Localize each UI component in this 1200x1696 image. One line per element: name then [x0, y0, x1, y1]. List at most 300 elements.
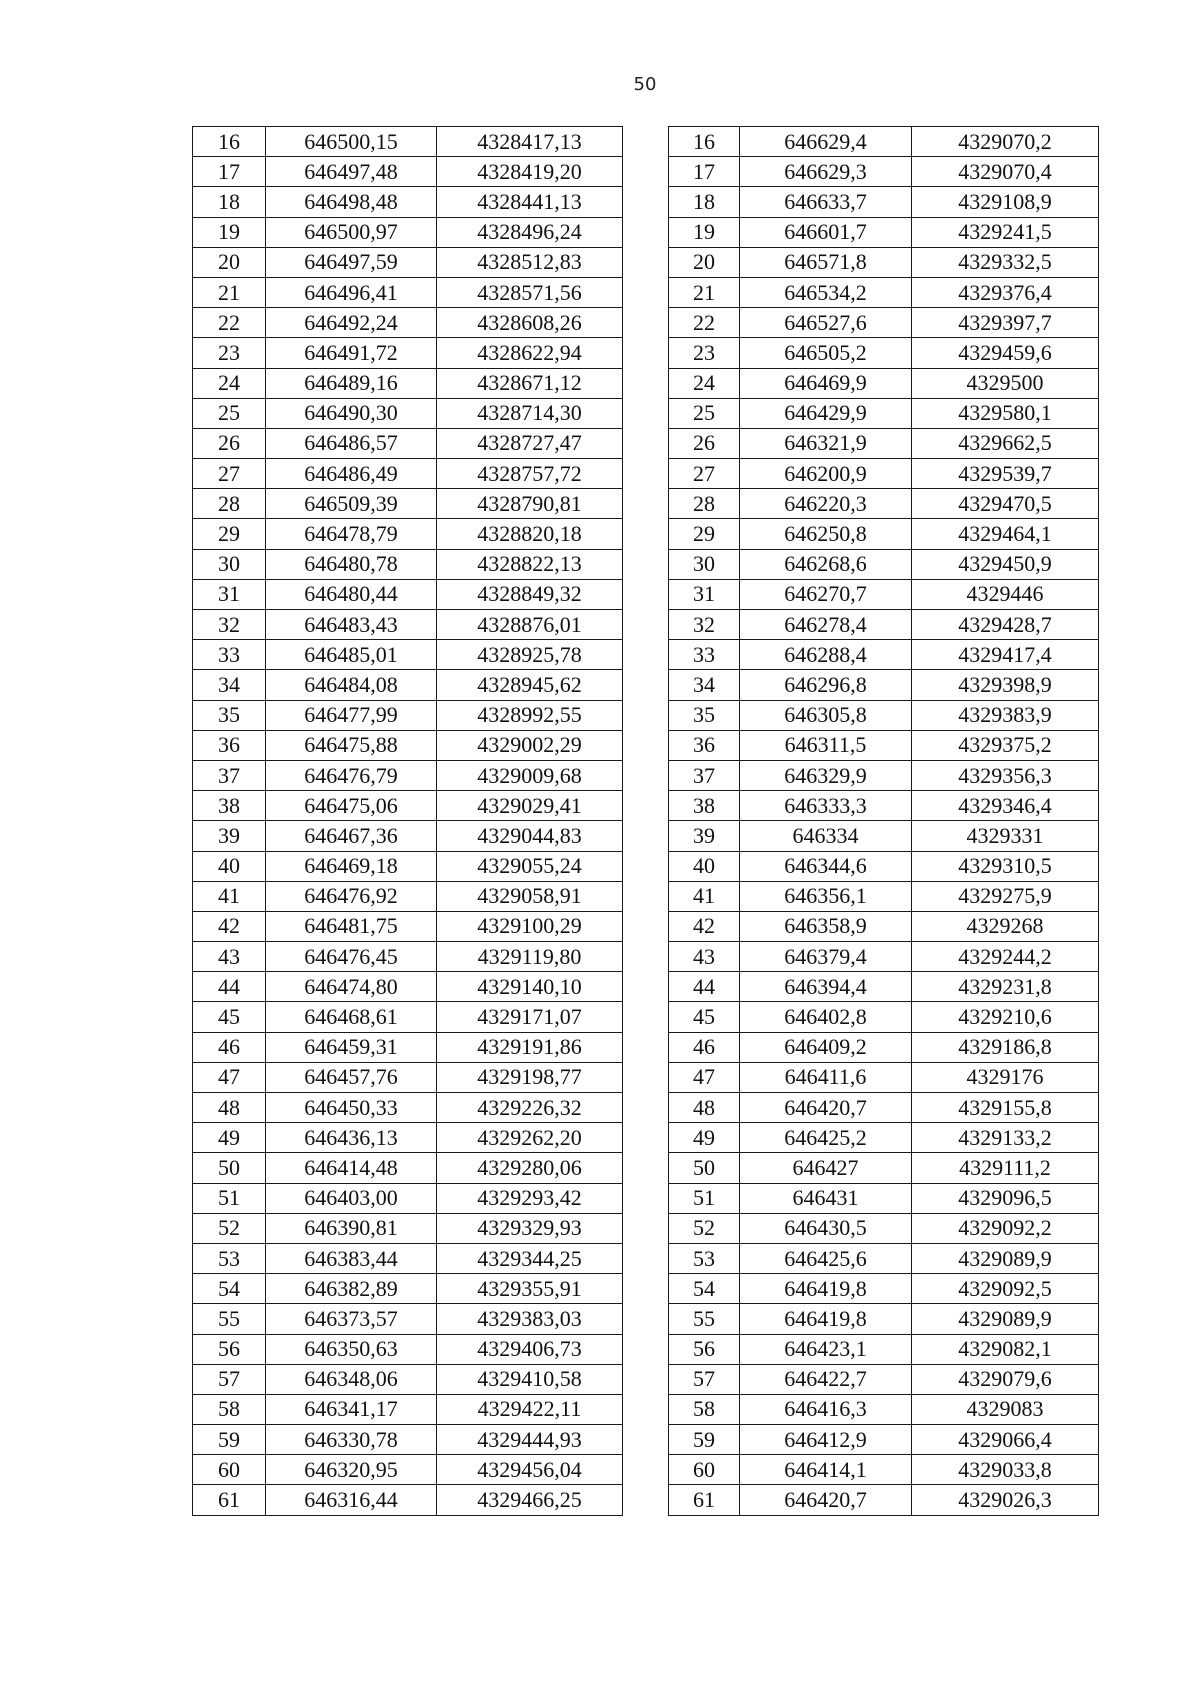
y-coordinate-cell: 4329268: [912, 911, 1099, 941]
x-coordinate-cell: 646316,44: [266, 1485, 437, 1515]
x-coordinate-cell: 646420,7: [740, 1093, 912, 1123]
y-coordinate-cell: 4329108,9: [912, 187, 1099, 217]
point-number-cell: 34: [193, 670, 266, 700]
x-coordinate-cell: 646411,6: [740, 1062, 912, 1092]
y-coordinate-cell: 4329226,32: [437, 1093, 623, 1123]
point-number-cell: 58: [669, 1394, 740, 1424]
y-coordinate-cell: 4329231,8: [912, 972, 1099, 1002]
table-row: [193, 277, 623, 307]
x-coordinate-cell: 646373,57: [266, 1304, 437, 1334]
y-coordinate-cell: 4329198,77: [437, 1062, 623, 1092]
table-row: [669, 1364, 1099, 1394]
point-number-cell: 43: [193, 942, 266, 972]
table-row: [669, 428, 1099, 458]
point-number-cell: 18: [669, 187, 740, 217]
x-coordinate-cell: 646476,92: [266, 881, 437, 911]
x-coordinate-cell: 646475,88: [266, 730, 437, 760]
table-row: [193, 1002, 623, 1032]
table-row: [669, 308, 1099, 338]
point-number-cell: 36: [193, 730, 266, 760]
y-coordinate-cell: 4329029,41: [437, 791, 623, 821]
point-number-cell: 47: [669, 1062, 740, 1092]
x-coordinate-cell: 646431: [740, 1183, 912, 1213]
x-coordinate-cell: 646220,3: [740, 489, 912, 519]
table-row: [669, 791, 1099, 821]
y-coordinate-cell: 4328849,32: [437, 579, 623, 609]
y-coordinate-cell: 4329446: [912, 579, 1099, 609]
point-number-cell: 32: [669, 610, 740, 640]
table-row: [193, 972, 623, 1002]
y-coordinate-cell: 4329191,86: [437, 1032, 623, 1062]
x-coordinate-cell: 646436,13: [266, 1123, 437, 1153]
x-coordinate-cell: 646486,57: [266, 428, 437, 458]
y-coordinate-cell: 4329066,4: [912, 1425, 1099, 1455]
point-number-cell: 27: [669, 459, 740, 489]
y-coordinate-cell: 4328925,78: [437, 640, 623, 670]
y-coordinate-cell: 4329346,4: [912, 791, 1099, 821]
y-coordinate-cell: 4329133,2: [912, 1123, 1099, 1153]
point-number-cell: 26: [193, 428, 266, 458]
x-coordinate-cell: 646480,78: [266, 549, 437, 579]
table-row: [669, 247, 1099, 277]
point-number-cell: 16: [669, 127, 740, 157]
table-row: [193, 670, 623, 700]
point-number-cell: 37: [669, 760, 740, 790]
table-row: [669, 1093, 1099, 1123]
point-number-cell: 55: [669, 1304, 740, 1334]
y-coordinate-cell: 4329140,10: [437, 972, 623, 1002]
table-row: [193, 459, 623, 489]
y-coordinate-cell: 4329186,8: [912, 1032, 1099, 1062]
point-number-cell: 26: [669, 428, 740, 458]
y-coordinate-cell: 4329082,1: [912, 1334, 1099, 1364]
y-coordinate-cell: 4329398,9: [912, 670, 1099, 700]
point-number-cell: 22: [193, 308, 266, 338]
y-coordinate-cell: 4329100,29: [437, 911, 623, 941]
x-coordinate-cell: 646394,4: [740, 972, 912, 1002]
y-coordinate-cell: 4329470,5: [912, 489, 1099, 519]
table-row: [193, 881, 623, 911]
table-row: [193, 791, 623, 821]
point-number-cell: 39: [193, 821, 266, 851]
point-number-cell: 35: [669, 700, 740, 730]
table-row: [669, 1394, 1099, 1424]
point-number-cell: 30: [669, 549, 740, 579]
x-coordinate-cell: 646629,4: [740, 127, 912, 157]
x-coordinate-cell: 646633,7: [740, 187, 912, 217]
table-row: [669, 851, 1099, 881]
table-row: [193, 338, 623, 368]
table-row: [669, 187, 1099, 217]
table-row: [669, 1213, 1099, 1243]
y-coordinate-cell: 4329406,73: [437, 1334, 623, 1364]
x-coordinate-cell: 646450,33: [266, 1093, 437, 1123]
point-number-cell: 53: [669, 1243, 740, 1273]
y-coordinate-cell: 4329580,1: [912, 398, 1099, 428]
point-number-cell: 59: [669, 1425, 740, 1455]
point-number-cell: 16: [193, 127, 266, 157]
x-coordinate-cell: 646500,97: [266, 217, 437, 247]
x-coordinate-cell: 646497,48: [266, 157, 437, 187]
table-row: [193, 1183, 623, 1213]
table-row: [193, 640, 623, 670]
right-coordinates-table: [668, 126, 1099, 1516]
point-number-cell: 41: [193, 881, 266, 911]
x-coordinate-cell: 646496,41: [266, 277, 437, 307]
right-table-body: [669, 127, 1099, 1516]
point-number-cell: 38: [669, 791, 740, 821]
point-number-cell: 23: [193, 338, 266, 368]
y-coordinate-cell: 4329083: [912, 1394, 1099, 1424]
y-coordinate-cell: 4328727,47: [437, 428, 623, 458]
table-row: [193, 821, 623, 851]
x-coordinate-cell: 646474,80: [266, 972, 437, 1002]
table-row: [193, 1304, 623, 1334]
x-coordinate-cell: 646476,79: [266, 760, 437, 790]
left-coordinates-table: [192, 126, 623, 1516]
point-number-cell: 57: [193, 1364, 266, 1394]
table-row: [669, 700, 1099, 730]
point-number-cell: 60: [669, 1455, 740, 1485]
table-row: [669, 368, 1099, 398]
x-coordinate-cell: 646629,3: [740, 157, 912, 187]
y-coordinate-cell: 4329383,03: [437, 1304, 623, 1334]
point-number-cell: 53: [193, 1243, 266, 1273]
table-row: [669, 1153, 1099, 1183]
x-coordinate-cell: 646268,6: [740, 549, 912, 579]
table-row: [193, 610, 623, 640]
y-coordinate-cell: 4329033,8: [912, 1455, 1099, 1485]
x-coordinate-cell: 646311,5: [740, 730, 912, 760]
x-coordinate-cell: 646416,3: [740, 1394, 912, 1424]
point-number-cell: 30: [193, 549, 266, 579]
y-coordinate-cell: 4329331: [912, 821, 1099, 851]
x-coordinate-cell: 646480,44: [266, 579, 437, 609]
point-number-cell: 56: [669, 1334, 740, 1364]
point-number-cell: 29: [669, 519, 740, 549]
y-coordinate-cell: 4329662,5: [912, 428, 1099, 458]
table-row: [193, 579, 623, 609]
table-row: [669, 610, 1099, 640]
table-row: [193, 1334, 623, 1364]
point-number-cell: 61: [193, 1485, 266, 1515]
table-row: [669, 217, 1099, 247]
y-coordinate-cell: 4328876,01: [437, 610, 623, 640]
point-number-cell: 19: [669, 217, 740, 247]
point-number-cell: 28: [193, 489, 266, 519]
point-number-cell: 44: [669, 972, 740, 1002]
point-number-cell: 57: [669, 1364, 740, 1394]
table-row: [669, 640, 1099, 670]
x-coordinate-cell: 646571,8: [740, 247, 912, 277]
table-row: [669, 972, 1099, 1002]
point-number-cell: 24: [669, 368, 740, 398]
table-row: [193, 1425, 623, 1455]
y-coordinate-cell: 4328945,62: [437, 670, 623, 700]
point-number-cell: 39: [669, 821, 740, 851]
table-row: [193, 489, 623, 519]
x-coordinate-cell: 646477,99: [266, 700, 437, 730]
x-coordinate-cell: 646334: [740, 821, 912, 851]
y-coordinate-cell: 4329397,7: [912, 308, 1099, 338]
point-number-cell: 50: [669, 1153, 740, 1183]
point-number-cell: 31: [669, 579, 740, 609]
y-coordinate-cell: 4328419,20: [437, 157, 623, 187]
point-number-cell: 19: [193, 217, 266, 247]
point-number-cell: 40: [193, 851, 266, 881]
x-coordinate-cell: 646305,8: [740, 700, 912, 730]
point-number-cell: 51: [193, 1183, 266, 1213]
point-number-cell: 32: [193, 610, 266, 640]
y-coordinate-cell: 4328417,13: [437, 127, 623, 157]
table-row: [193, 1123, 623, 1153]
point-number-cell: 17: [669, 157, 740, 187]
table-row: [193, 1485, 623, 1515]
x-coordinate-cell: 646459,31: [266, 1032, 437, 1062]
x-coordinate-cell: 646390,81: [266, 1213, 437, 1243]
x-coordinate-cell: 646419,8: [740, 1274, 912, 1304]
y-coordinate-cell: 4328512,83: [437, 247, 623, 277]
x-coordinate-cell: 646467,36: [266, 821, 437, 851]
point-number-cell: 20: [669, 247, 740, 277]
point-number-cell: 44: [193, 972, 266, 1002]
y-coordinate-cell: 4329280,06: [437, 1153, 623, 1183]
x-coordinate-cell: 646383,44: [266, 1243, 437, 1273]
x-coordinate-cell: 646288,4: [740, 640, 912, 670]
table-row: [669, 1304, 1099, 1334]
x-coordinate-cell: 646484,08: [266, 670, 437, 700]
y-coordinate-cell: 4329444,93: [437, 1425, 623, 1455]
y-coordinate-cell: 4329089,9: [912, 1304, 1099, 1334]
y-coordinate-cell: 4328608,26: [437, 308, 623, 338]
point-number-cell: 25: [193, 398, 266, 428]
table-row: [193, 700, 623, 730]
y-coordinate-cell: 4328571,56: [437, 277, 623, 307]
y-coordinate-cell: 4329244,2: [912, 942, 1099, 972]
y-coordinate-cell: 4329422,11: [437, 1394, 623, 1424]
table-row: [193, 1394, 623, 1424]
point-number-cell: 42: [669, 911, 740, 941]
point-number-cell: 58: [193, 1394, 266, 1424]
x-coordinate-cell: 646489,16: [266, 368, 437, 398]
table-row: [669, 730, 1099, 760]
table-row: [193, 247, 623, 277]
table-row: [669, 1032, 1099, 1062]
point-number-cell: 18: [193, 187, 266, 217]
point-number-cell: 36: [669, 730, 740, 760]
point-number-cell: 28: [669, 489, 740, 519]
x-coordinate-cell: 646356,1: [740, 881, 912, 911]
y-coordinate-cell: 4328441,13: [437, 187, 623, 217]
table-row: [669, 157, 1099, 187]
table-row: [669, 398, 1099, 428]
x-coordinate-cell: 646601,7: [740, 217, 912, 247]
point-number-cell: 45: [193, 1002, 266, 1032]
x-coordinate-cell: 646500,15: [266, 127, 437, 157]
x-coordinate-cell: 646382,89: [266, 1274, 437, 1304]
table-row: [669, 1425, 1099, 1455]
point-number-cell: 47: [193, 1062, 266, 1092]
x-coordinate-cell: 646498,48: [266, 187, 437, 217]
table-row: [669, 549, 1099, 579]
table-row: [193, 1243, 623, 1273]
table-row: [193, 187, 623, 217]
table-row: [193, 1062, 623, 1092]
table-row: [669, 127, 1099, 157]
x-coordinate-cell: 646491,72: [266, 338, 437, 368]
table-row: [669, 338, 1099, 368]
table-row: [669, 1334, 1099, 1364]
point-number-cell: 31: [193, 579, 266, 609]
y-coordinate-cell: 4329332,5: [912, 247, 1099, 277]
x-coordinate-cell: 646379,4: [740, 942, 912, 972]
x-coordinate-cell: 646469,18: [266, 851, 437, 881]
x-coordinate-cell: 646320,95: [266, 1455, 437, 1485]
x-coordinate-cell: 646429,9: [740, 398, 912, 428]
y-coordinate-cell: 4329070,2: [912, 127, 1099, 157]
table-row: [193, 760, 623, 790]
table-row: [193, 1364, 623, 1394]
x-coordinate-cell: 646427: [740, 1153, 912, 1183]
y-coordinate-cell: 4329464,1: [912, 519, 1099, 549]
table-row: [193, 851, 623, 881]
y-coordinate-cell: 4328757,72: [437, 459, 623, 489]
point-number-cell: 59: [193, 1425, 266, 1455]
point-number-cell: 46: [193, 1032, 266, 1062]
point-number-cell: 56: [193, 1334, 266, 1364]
table-row: [193, 428, 623, 458]
table-row: [669, 1062, 1099, 1092]
y-coordinate-cell: 4328496,24: [437, 217, 623, 247]
y-coordinate-cell: 4329329,93: [437, 1213, 623, 1243]
y-coordinate-cell: 4329383,9: [912, 700, 1099, 730]
point-number-cell: 48: [193, 1093, 266, 1123]
y-coordinate-cell: 4329079,6: [912, 1364, 1099, 1394]
x-coordinate-cell: 646348,06: [266, 1364, 437, 1394]
table-row: [669, 519, 1099, 549]
y-coordinate-cell: 4329456,04: [437, 1455, 623, 1485]
table-row: [669, 1455, 1099, 1485]
y-coordinate-cell: 4329450,9: [912, 549, 1099, 579]
y-coordinate-cell: 4329417,4: [912, 640, 1099, 670]
y-coordinate-cell: 4329210,6: [912, 1002, 1099, 1032]
table-row: [193, 368, 623, 398]
table-row: [193, 1213, 623, 1243]
x-coordinate-cell: 646497,59: [266, 247, 437, 277]
point-number-cell: 60: [193, 1455, 266, 1485]
x-coordinate-cell: 646430,5: [740, 1213, 912, 1243]
point-number-cell: 43: [669, 942, 740, 972]
table-row: [193, 127, 623, 157]
point-number-cell: 37: [193, 760, 266, 790]
table-row: [669, 277, 1099, 307]
y-coordinate-cell: 4329044,83: [437, 821, 623, 851]
point-number-cell: 40: [669, 851, 740, 881]
point-number-cell: 33: [669, 640, 740, 670]
point-number-cell: 29: [193, 519, 266, 549]
y-coordinate-cell: 4329058,91: [437, 881, 623, 911]
table-row: [193, 911, 623, 941]
table-row: [669, 579, 1099, 609]
y-coordinate-cell: 4329096,5: [912, 1183, 1099, 1213]
y-coordinate-cell: 4329026,3: [912, 1485, 1099, 1515]
y-coordinate-cell: 4329089,9: [912, 1243, 1099, 1273]
y-coordinate-cell: 4329002,29: [437, 730, 623, 760]
x-coordinate-cell: 646468,61: [266, 1002, 437, 1032]
x-coordinate-cell: 646250,8: [740, 519, 912, 549]
x-coordinate-cell: 646505,2: [740, 338, 912, 368]
x-coordinate-cell: 646403,00: [266, 1183, 437, 1213]
table-row: [193, 1093, 623, 1123]
y-coordinate-cell: 4328790,81: [437, 489, 623, 519]
table-row: [193, 1153, 623, 1183]
x-coordinate-cell: 646490,30: [266, 398, 437, 428]
table-row: [669, 1243, 1099, 1273]
x-coordinate-cell: 646534,2: [740, 277, 912, 307]
point-number-cell: 41: [669, 881, 740, 911]
x-coordinate-cell: 646422,7: [740, 1364, 912, 1394]
point-number-cell: 35: [193, 700, 266, 730]
y-coordinate-cell: 4329070,4: [912, 157, 1099, 187]
y-coordinate-cell: 4329459,6: [912, 338, 1099, 368]
table-row: [669, 1002, 1099, 1032]
x-coordinate-cell: 646409,2: [740, 1032, 912, 1062]
left-table-body: [193, 127, 623, 1516]
point-number-cell: 54: [193, 1274, 266, 1304]
x-coordinate-cell: 646425,2: [740, 1123, 912, 1153]
x-coordinate-cell: 646412,9: [740, 1425, 912, 1455]
point-number-cell: 17: [193, 157, 266, 187]
y-coordinate-cell: 4329155,8: [912, 1093, 1099, 1123]
y-coordinate-cell: 4329310,5: [912, 851, 1099, 881]
x-coordinate-cell: 646278,4: [740, 610, 912, 640]
x-coordinate-cell: 646419,8: [740, 1304, 912, 1334]
table-row: [669, 1123, 1099, 1153]
point-number-cell: 33: [193, 640, 266, 670]
point-number-cell: 34: [669, 670, 740, 700]
y-coordinate-cell: 4328671,12: [437, 368, 623, 398]
x-coordinate-cell: 646485,01: [266, 640, 437, 670]
x-coordinate-cell: 646330,78: [266, 1425, 437, 1455]
y-coordinate-cell: 4328622,94: [437, 338, 623, 368]
point-number-cell: 21: [669, 277, 740, 307]
x-coordinate-cell: 646296,8: [740, 670, 912, 700]
point-number-cell: 51: [669, 1183, 740, 1213]
y-coordinate-cell: 4329111,2: [912, 1153, 1099, 1183]
y-coordinate-cell: 4329176: [912, 1062, 1099, 1092]
y-coordinate-cell: 4329344,25: [437, 1243, 623, 1273]
point-number-cell: 61: [669, 1485, 740, 1515]
x-coordinate-cell: 646350,63: [266, 1334, 437, 1364]
x-coordinate-cell: 646527,6: [740, 308, 912, 338]
table-row: [669, 911, 1099, 941]
x-coordinate-cell: 646333,3: [740, 791, 912, 821]
x-coordinate-cell: 646483,43: [266, 610, 437, 640]
table-row: [669, 881, 1099, 911]
y-coordinate-cell: 4329171,07: [437, 1002, 623, 1032]
x-coordinate-cell: 646358,9: [740, 911, 912, 941]
point-number-cell: 23: [669, 338, 740, 368]
table-row: [193, 942, 623, 972]
y-coordinate-cell: 4328992,55: [437, 700, 623, 730]
y-coordinate-cell: 4329466,25: [437, 1485, 623, 1515]
x-coordinate-cell: 646420,7: [740, 1485, 912, 1515]
point-number-cell: 46: [669, 1032, 740, 1062]
y-coordinate-cell: 4329293,42: [437, 1183, 623, 1213]
y-coordinate-cell: 4329119,80: [437, 942, 623, 972]
point-number-cell: 22: [669, 308, 740, 338]
y-coordinate-cell: 4329410,58: [437, 1364, 623, 1394]
